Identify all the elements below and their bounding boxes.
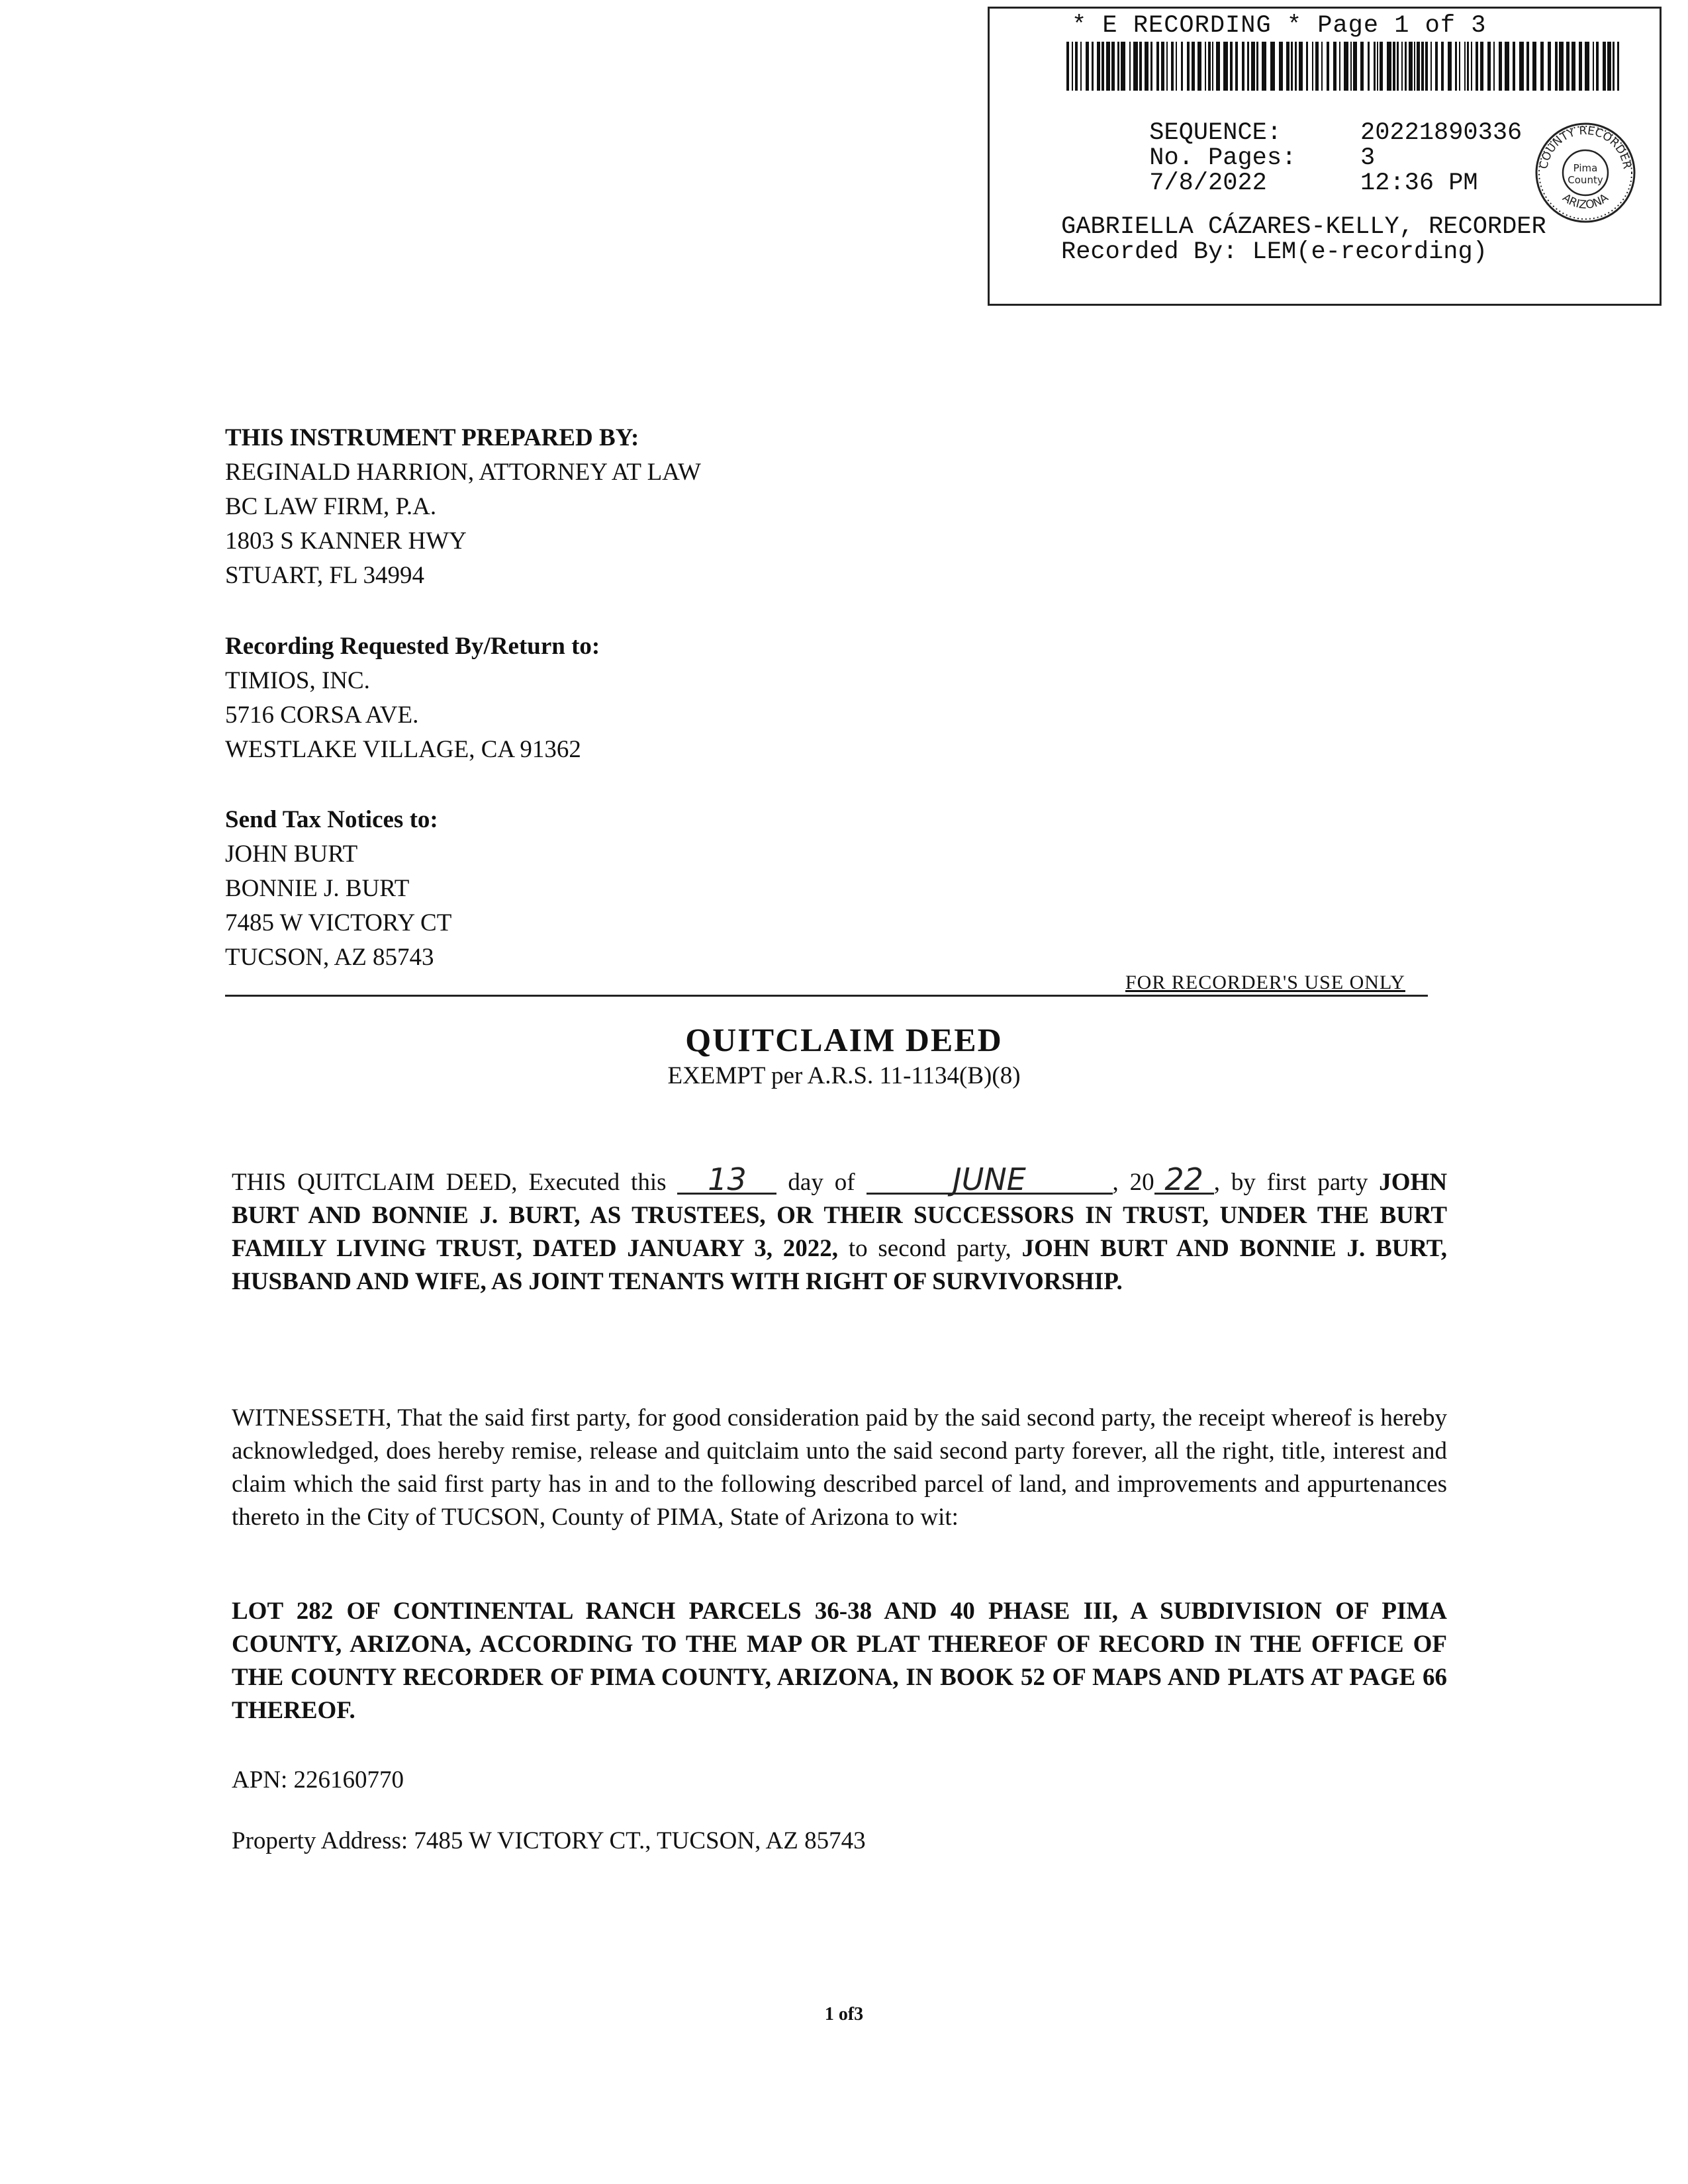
- pages-label: No. Pages:: [1149, 144, 1297, 172]
- barcode-image: [1066, 42, 1621, 91]
- return-to-heading: Recording Requested By/Return to:: [225, 633, 600, 660]
- prepared-by-line: BC LAW FIRM, P.A.: [225, 493, 437, 520]
- first-party-lead: , by first party: [1213, 1169, 1368, 1196]
- deed-intro: THIS QUITCLAIM DEED, Executed this: [232, 1169, 667, 1196]
- seal-bottom-text: ARIZONA: [1560, 191, 1611, 212]
- first-party-names: JOHN BURT AND BONNIE J. BURT, AS TRUSTEES, OR THEIR SUCCESSORS IN TRUST, UNDER THE BURT FAMILY LIVING TRUST, DATED JANUARY 3, 2022,: [232, 1169, 1448, 1262]
- seal-center-1: Pima: [1573, 162, 1598, 174]
- county-seal-icon: [1532, 120, 1638, 226]
- prepared-by-line: STUART, FL 34994: [225, 562, 424, 589]
- tax-notices-line: JOHN BURT: [225, 841, 358, 868]
- record-date: 7/8/2022: [1149, 169, 1267, 197]
- second-party-names: JOHN BURT AND BONNIE J. BURT, HUSBAND AND WIFE, AS JOINT TENANTS WITH RIGHT OF SURVIVORSHIP.: [232, 1235, 1447, 1295]
- page-footer: 1 of3: [824, 2004, 864, 2025]
- divider-line: [225, 995, 1428, 997]
- tax-notices-line: BONNIE J. BURT: [225, 875, 410, 902]
- deed-paragraph: [232, 1161, 1448, 1298]
- witnesseth-text: WITNESSETH, That the said first party, for good consideration paid by the said second party, the receipt whereof is hereby acknowledged, does hereby remise, release and quitclaim unto the said second party forever, all the right, title, interest and claim which the said first party has in and to the following described parcel of land, and improvements and appurtenances thereto in the City of TUCSON, County of PIMA, State of Arizona to wit:: [232, 1404, 1447, 1531]
- year-prefix: , 20: [1112, 1169, 1154, 1196]
- svg-text:ARIZONA: [1560, 191, 1611, 212]
- year-field: 22: [1154, 1166, 1214, 1195]
- sequence-label: SEQUENCE:: [1149, 119, 1282, 147]
- prepared-by-block: [225, 421, 701, 593]
- exempt-notice: EXEMPT per A.R.S. 11-1134(B)(8): [667, 1062, 1021, 1089]
- property-address: Property Address: 7485 W VICTORY CT., TUCSON, AZ 85743: [232, 1827, 866, 1854]
- day-field: 13: [677, 1166, 776, 1195]
- recorded-by: Recorded By: LEM(e-recording): [1061, 238, 1487, 266]
- legal-description: [232, 1595, 1447, 1727]
- return-to-block: [225, 629, 600, 767]
- return-to-line: 5716 CORSA AVE.: [225, 702, 419, 729]
- tax-notices-block: [225, 803, 451, 975]
- date-row: [1061, 144, 1478, 223]
- recorder-use-label: FOR RECORDER'S USE ONLY: [1125, 972, 1405, 993]
- apn-number: APN: 226160770: [232, 1766, 404, 1794]
- seal-center-2: County: [1568, 174, 1603, 186]
- witnesseth-paragraph: [232, 1402, 1447, 1534]
- day-of-text: day of: [788, 1169, 855, 1196]
- seal-top-text: COUNTY RECORDER: [1537, 124, 1634, 170]
- sequence-value: 20221890336: [1360, 119, 1523, 147]
- recorder-name: GABRIELLA CÁZARES-KELLY, RECORDER: [1061, 213, 1546, 241]
- document-title: QUITCLAIM DEED: [685, 1021, 1003, 1058]
- to-second-party: to second party,: [838, 1235, 1011, 1262]
- recording-stamp: [988, 7, 1662, 306]
- prepared-by-line: 1803 S KANNER HWY: [225, 527, 467, 555]
- tax-notices-line: TUCSON, AZ 85743: [225, 944, 434, 971]
- return-to-line: WESTLAKE VILLAGE, CA 91362: [225, 736, 581, 763]
- stamp-header: * E RECORDING * Page 1 of 3: [1072, 12, 1487, 40]
- pages-value: 3: [1360, 144, 1376, 172]
- prepared-by-line: REGINALD HARRION, ATTORNEY AT LAW: [225, 459, 701, 486]
- month-field: JUNE: [867, 1166, 1113, 1195]
- tax-notices-line: 7485 W VICTORY CT: [225, 909, 452, 936]
- tax-notices-heading: Send Tax Notices to:: [225, 806, 438, 833]
- legal-description-text: LOT 282 OF CONTINENTAL RANCH PARCELS 36-38 AND 40 PHASE III, A SUBDIVISION OF PIMA COUNTY, ARIZONA, ACCORDING TO THE MAP OR PLAT THEREOF OF RECORD IN THE OFFICE OF THE COUNTY RECORDER OF PIMA COUNTY, ARIZONA, IN BOOK 52 OF MAPS AND PLATS AT PAGE 66 THEREOF.: [232, 1598, 1447, 1724]
- record-time: 12:36 PM: [1360, 169, 1478, 197]
- return-to-line: TIMIOS, INC.: [225, 667, 370, 694]
- prepared-by-heading: THIS INSTRUMENT PREPARED BY:: [225, 424, 639, 451]
